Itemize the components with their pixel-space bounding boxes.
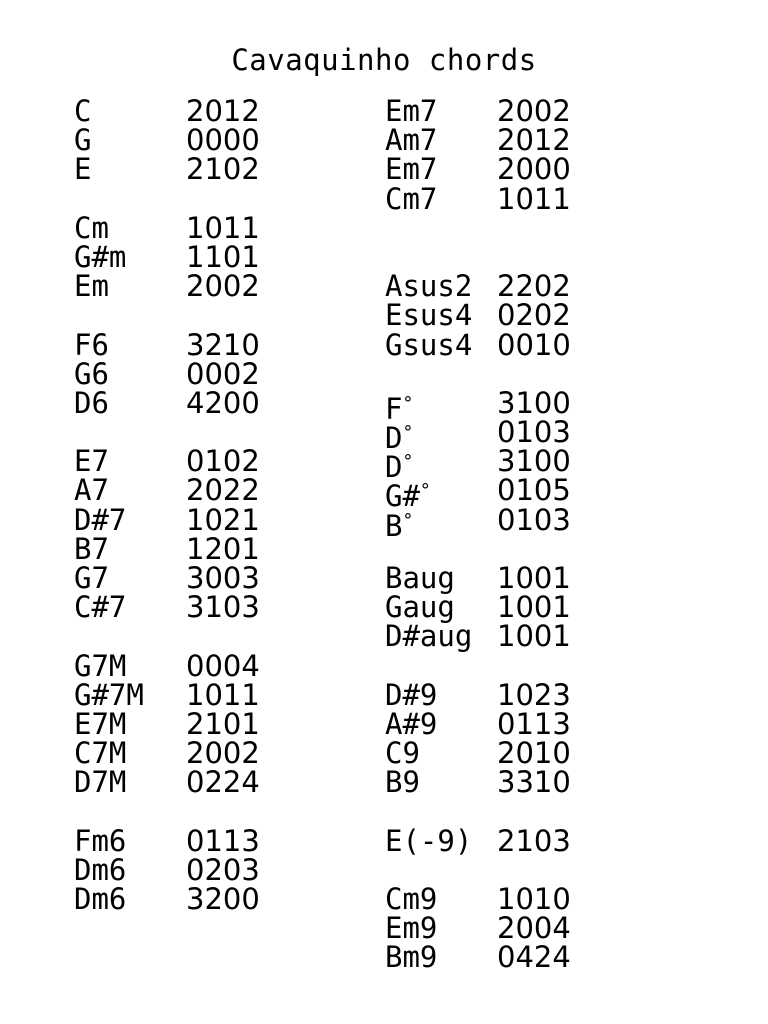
fret-pattern: 1023 [497,677,571,712]
chord-name [74,706,127,741]
chord-name [385,882,438,917]
chord-name [385,269,473,304]
chord-name [74,356,109,391]
fret-pattern: 1101 [186,239,260,274]
fret-pattern: 2002 [186,269,260,304]
chord-name-text: Em7 [385,152,438,187]
chord-name [74,882,127,917]
fret-pattern: 2103 [497,823,571,858]
chord-name [74,473,109,508]
chord-name-text: C7M [74,736,127,771]
fret-pattern: 0004 [186,648,260,683]
fret-pattern: 0103 [497,502,571,537]
fret-pattern: 2012 [186,94,260,128]
chord-name [74,765,127,800]
chord-name [74,502,127,537]
chord-name-text: F6 [74,327,109,362]
chord-name [74,210,109,245]
chord-name-text: G#m [74,239,127,274]
fret-pattern: 3100 [497,444,571,479]
chord-name-text: D7M [74,765,127,800]
chord-name [385,940,438,975]
chord-name-text: Em7 [385,94,438,128]
fret-pattern: 2004 [497,911,571,946]
fret-pattern: 0002 [186,356,260,391]
diminished-symbol: ° [402,392,414,414]
chord-name-text: D6 [74,385,109,420]
chord-name-text: Em9 [385,911,438,946]
chord-name-text: Asus2 [385,269,473,304]
fret-pattern: 1001 [497,561,571,595]
chord-name [74,327,109,362]
chord-name-text: Am7 [385,123,438,158]
fret-pattern: 0010 [497,327,571,362]
diminished-symbol: ° [402,451,414,473]
chord-name-text: G7M [74,648,127,683]
fret-pattern: 3200 [186,882,260,917]
chord-name [385,123,438,158]
chord-name-text: E [74,152,92,187]
chord-name [74,269,109,304]
chord-name-text: B9 [385,765,420,800]
chord-name-text: Cm9 [385,882,438,917]
chord-name [74,648,127,683]
fret-pattern: 1011 [186,677,260,712]
chord-name [385,152,438,187]
chord-name [385,298,473,333]
chord-name [385,706,438,741]
fret-pattern: 3003 [186,561,260,595]
chord-name [74,94,92,128]
chord-name [74,239,127,274]
chord-name-text: Gaug [385,590,455,625]
fret-pattern: 2010 [497,736,571,771]
fret-pattern: 2101 [186,706,260,741]
chord-name-text: Bm9 [385,940,438,975]
chord-name-text: F [385,391,403,426]
chord-name-text: A7 [74,473,109,508]
page-title: Cavaquinho chords [231,43,537,77]
chord-name [385,677,438,712]
chord-name-text: E7M [74,706,127,741]
chord-name [385,823,473,858]
chord-name-text: G# [385,479,420,514]
chord-name [74,385,109,420]
diminished-symbol: ° [402,509,414,531]
fret-pattern: 1201 [186,531,260,566]
fret-pattern: 0113 [497,706,571,741]
diminished-symbol: ° [402,422,414,444]
chord-name [74,823,127,858]
chord-name [74,123,92,158]
fret-pattern: 2102 [186,152,260,187]
chord-name-text: D#aug [385,619,473,654]
chord-name-text: C9 [385,736,420,771]
chord-name-text: C#7 [74,590,127,625]
fret-pattern: 0102 [186,444,260,479]
chord-name-text: Gsus4 [385,327,473,362]
fret-pattern: 3100 [497,385,571,420]
diminished-symbol: ° [419,480,431,502]
chord-name-text: Dm6 [74,882,127,917]
chord-name-text: G [74,123,92,158]
fret-pattern: 0203 [186,852,260,887]
chord-name [74,736,127,771]
chord-name-text: E(-9) [385,823,473,858]
fret-pattern: 3103 [186,590,260,625]
fret-pattern: 0103 [497,415,571,450]
chord-name-text: B7 [74,531,109,566]
chord-name-text: D#7 [74,502,127,537]
chord-name-text: D [385,421,403,456]
chord-name [74,677,144,712]
chord-name-text: D [385,450,403,485]
fret-pattern: 3310 [497,765,571,800]
chord-name-text: Em [74,269,109,304]
fret-pattern: 2022 [186,473,260,508]
chord-name [385,94,438,128]
chord-name-text: D#9 [385,677,438,712]
fret-pattern: 0000 [186,123,260,158]
chord-name [385,736,420,771]
fret-pattern: 0424 [497,940,571,975]
chord-name-text: G7 [74,561,109,595]
fret-pattern: 3210 [186,327,260,362]
fret-pattern: 0224 [186,765,260,800]
chord-name-text: Cm7 [385,181,438,216]
chord-name [385,561,455,595]
fret-pattern: 2002 [497,94,571,128]
chord-name [74,561,109,595]
fret-pattern: 2002 [186,736,260,771]
fret-pattern: 0202 [497,298,571,333]
fret-pattern: 1001 [497,590,571,625]
chord-name-text: G#7M [74,677,144,712]
chord-name-text: B [385,508,403,543]
chord-name-text: Fm6 [74,823,127,858]
chord-name-text: Baug [385,561,455,595]
fret-pattern: 0113 [186,823,260,858]
chord-name-text: G6 [74,356,109,391]
fret-pattern: 1001 [497,619,571,654]
chord-name [385,506,413,541]
chord-name-text: E7 [74,444,109,479]
chord-name [385,327,473,362]
fret-pattern: 1021 [186,502,260,537]
chord-name [385,590,455,625]
fret-pattern: 2000 [497,152,571,187]
chord-name [385,911,438,946]
chord-name-text: Cm [74,210,109,245]
chord-name [385,619,473,654]
fret-pattern: 0105 [497,473,571,508]
fret-pattern: 4200 [186,385,260,420]
fret-pattern: 1011 [186,210,260,245]
chord-name [385,765,420,800]
chord-name-text: A#9 [385,706,438,741]
chord-name [74,444,109,479]
chord-name-text: Dm6 [74,852,127,887]
chord-name [74,590,127,625]
chord-name-text: C [74,94,92,128]
chord-name [74,152,92,187]
fret-pattern: 1010 [497,882,571,917]
chord-name-text: Esus4 [385,298,473,333]
chord-name [74,531,109,566]
fret-pattern: 1011 [497,181,571,216]
fret-pattern: 2202 [497,269,571,304]
fret-pattern: 2012 [497,123,571,158]
chord-name [74,852,127,887]
chord-name [385,181,438,216]
